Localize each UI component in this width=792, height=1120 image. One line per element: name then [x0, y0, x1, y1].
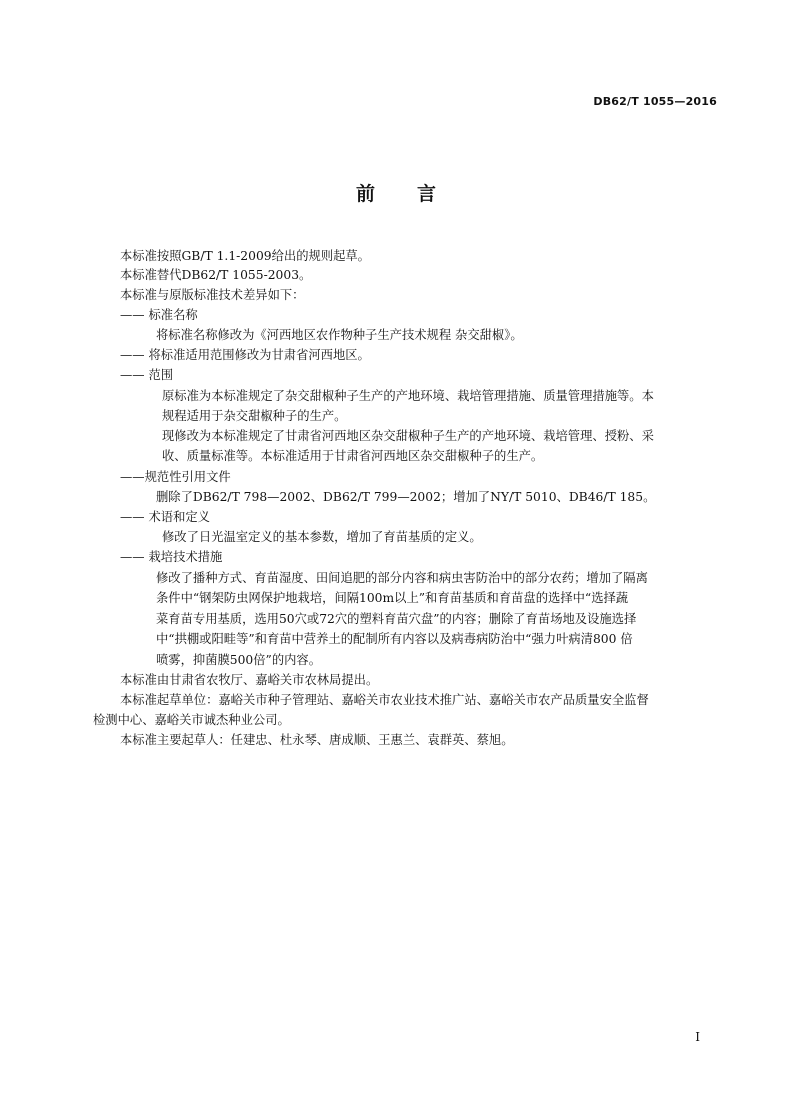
paragraph-drafting-units-line1: 本标准起草单位：嘉峪关市种子管理站、嘉峪关市农业技术推广站、嘉峪关市农产品质量安全监督: [120, 693, 649, 707]
paragraph-replaces: 本标准替代DB62/T 1055-2003。: [120, 268, 312, 282]
item-terms-definitions: —— 术语和定义: [120, 510, 210, 524]
cultivation-detail-line1: 修改了播种方式、育苗湿度、田间追肥的部分内容和病虫害防治中的部分农药；增加了隔离: [156, 571, 648, 585]
scope-original-line2: 规程适用于杂交甜椒种子的生产。: [162, 409, 347, 423]
paragraph-drafting-rule: 本标准按照GB/T 1.1-2009给出的规则起草。: [120, 249, 370, 263]
page-title: 前言: [355, 183, 478, 205]
cultivation-detail-line4: 中“拱棚或阳畦等”和育苗中营养土的配制所有内容以及病毒病防治中“强力叶病清800 倍: [156, 632, 633, 646]
item-standard-name: —— 标准名称: [120, 308, 198, 322]
scope-new-line1: 现修改为本标准规定了甘肃省河西地区杂交甜椒种子生产的产地环境、栽培管理、授粉、采: [162, 429, 654, 443]
cultivation-detail-line2: 条件中“钢架防虫网保护地栽培，间隔100m以上”和育苗基质和育苗盘的选择中“选择蔬: [156, 591, 629, 605]
paragraph-differences-intro: 本标准与原版标准技术差异如下：: [120, 288, 305, 302]
scope-new-line2: 收、质量标准等。本标准适用于甘肃省河西地区杂交甜椒种子的生产。: [162, 449, 544, 463]
normative-references-detail: 删除了DB62/T 798—2002、DB62/T 799—2002；增加了NY/T 5010、DB46/T 185。: [156, 490, 656, 504]
item-scope-change: —— 将标准适用范围修改为甘肃省河西地区。: [120, 348, 370, 362]
paragraph-drafters: 本标准主要起草人：任建忠、杜永琴、唐成顺、王惠兰、袁群英、蔡旭。: [120, 733, 514, 747]
item-normative-references: ——规范性引用文件: [120, 470, 231, 484]
terms-definitions-detail: 修改了日光温室定义的基本参数，增加了育苗基质的定义。: [162, 530, 482, 544]
standard-code: DB62/T 1055—2016: [593, 95, 717, 108]
page-number: I: [695, 1030, 700, 1044]
item-cultivation-measures: —— 栽培技术措施: [120, 550, 223, 564]
cultivation-detail-line5: 喷雾，抑菌膜500倍”的内容。: [156, 653, 322, 667]
item-standard-name-detail: 将标准名称修改为《河西地区农作物种子生产技术规程 杂交甜椒》。: [156, 328, 523, 342]
scope-original-line1: 原标准为本标准规定了杂交甜椒种子生产的产地环境、栽培管理措施、质量管理措施等。本: [162, 389, 654, 403]
item-scope: —— 范围: [120, 368, 174, 382]
cultivation-detail-line3: 菜育苗专用基质，选用50穴或72穴的塑料育苗穴盘”的内容；删除了育苗场地及设施选择: [156, 612, 637, 626]
paragraph-drafting-units-line2: 检测中心、嘉峪关市诚杰种业公司。: [93, 713, 290, 727]
paragraph-proposed-by: 本标准由甘肃省农牧厅、嘉峪关市农林局提出。: [120, 673, 379, 687]
